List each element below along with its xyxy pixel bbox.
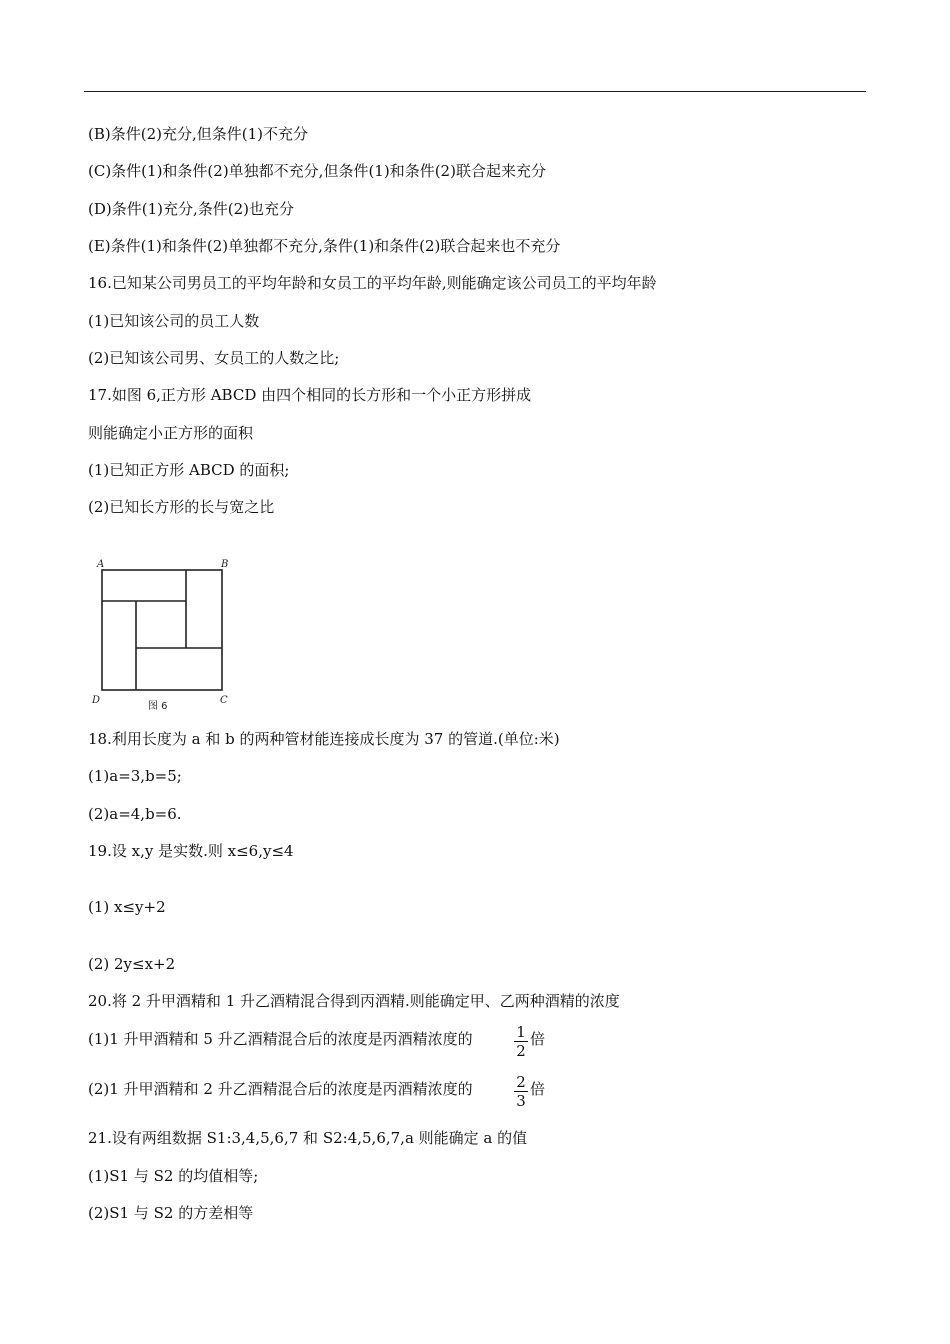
q21-condition-1: (1)S1 与 S2 的均值相等; xyxy=(88,1167,259,1185)
q20-fraction-1 xyxy=(514,1024,528,1059)
fraction-1-denominator: 2 xyxy=(516,1042,526,1060)
option-d: (D)条件(1)充分,条件(2)也充分 xyxy=(88,200,294,218)
q20-stem: 20.将 2 升甲酒精和 1 升乙酒精混合得到丙酒精.则能确定甲、乙两种酒精的浓度 xyxy=(88,992,620,1010)
q21-condition-2: (2)S1 与 S2 的方差相等 xyxy=(88,1204,254,1222)
q21-stem: 21.设有两组数据 S1:3,4,5,6,7 和 S2:4,5,6,7,a 则能确定 a 的值 xyxy=(88,1129,528,1147)
label-b: B xyxy=(221,559,229,570)
option-b: (B)条件(2)充分,但条件(1)不充分 xyxy=(88,125,308,143)
fraction-1-numerator: 1 xyxy=(516,1023,526,1041)
label-d: D xyxy=(92,695,101,706)
option-c: (C)条件(1)和条件(2)单独都不充分,但条件(1)和条件(2)联合起来充分 xyxy=(88,162,546,180)
q16-condition-2: (2)已知该公司男、女员工的人数之比; xyxy=(88,349,340,367)
q17-condition-1: (1)已知正方形 ABCD 的面积; xyxy=(88,461,290,479)
figure-6 xyxy=(88,556,238,714)
figure-caption: 图 6 xyxy=(148,701,168,712)
q17-stem-2: 则能确定小正方形的面积 xyxy=(88,424,254,442)
q16-stem: 16.已知某公司男员工的平均年龄和女员工的平均年龄,则能确定该公司员工的平均年龄 xyxy=(88,274,657,292)
q19-condition-1: (1) x≤y+2 xyxy=(88,898,166,916)
q20-condition-2: (2)1 升甲酒精和 2 升乙酒精混合后的浓度是丙酒精浓度的 xyxy=(88,1080,473,1098)
q20-condition-1-tail: 倍 xyxy=(530,1030,546,1048)
q20-condition-2-tail: 倍 xyxy=(530,1080,546,1098)
label-a: A xyxy=(97,559,105,570)
q20-condition-1: (1)1 升甲酒精和 5 升乙酒精混合后的浓度是丙酒精浓度的 xyxy=(88,1030,473,1048)
q17-condition-2: (2)已知长方形的长与宽之比 xyxy=(88,498,275,516)
q17-stem: 17.如图 6,正方形 ABCD 由四个相同的长方形和一个小正方形拼成 xyxy=(88,386,532,404)
label-c: C xyxy=(220,695,228,706)
q18-condition-1: (1)a=3,b=5; xyxy=(88,767,182,785)
q18-stem: 18.利用长度为 a 和 b 的两种管材能连接成长度为 37 的管道.(单位:米) xyxy=(88,730,560,748)
header-rule xyxy=(84,91,866,92)
q16-condition-1: (1)已知该公司的员工人数 xyxy=(88,312,260,330)
square-abcd xyxy=(102,570,222,690)
q19-condition-2: (2) 2y≤x+2 xyxy=(88,955,176,973)
q18-condition-2: (2)a=4,b=6. xyxy=(88,805,182,823)
q20-fraction-2 xyxy=(514,1074,528,1109)
q19-stem: 19.设 x,y 是实数.则 x≤6,y≤4 xyxy=(88,842,294,860)
option-e: (E)条件(1)和条件(2)单独都不充分,条件(1)和条件(2)联合起来也不充分 xyxy=(88,237,561,255)
fraction-2-numerator: 2 xyxy=(516,1073,526,1091)
fraction-2-denominator: 3 xyxy=(516,1092,526,1110)
